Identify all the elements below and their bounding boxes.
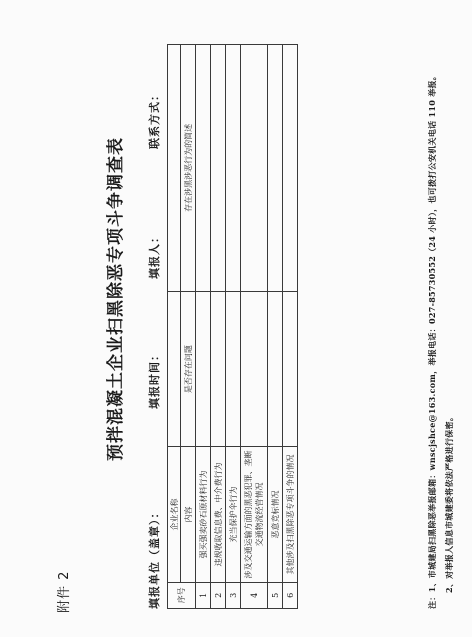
row-answer-cell[interactable]: [196, 291, 211, 447]
row-description-cell[interactable]: [226, 45, 241, 292]
row-answer-cell[interactable]: [226, 291, 241, 447]
row-number: 1: [196, 582, 211, 608]
header-number: 序号: [168, 582, 196, 608]
footnote-2: 2、对举报人信息市城建委将依法严格进行保密。: [444, 412, 454, 593]
document-title: 预拌混凝土企业扫黑除恶专项斗争调查表: [106, 137, 126, 461]
company-name-cell-1: [168, 291, 181, 447]
header-company-name: 企业名称: [168, 447, 181, 582]
header-content: 内容: [181, 447, 196, 582]
row-number: 5: [268, 582, 283, 608]
row-description-cell[interactable]: [268, 45, 283, 292]
row-description-cell[interactable]: [211, 45, 226, 292]
row-content: 涉及交通运输方面的黑恶犯罪、垄断交通物流经营情况: [241, 447, 268, 582]
header-row-columns: [181, 45, 196, 609]
attachment-label: 附件 2: [57, 570, 72, 613]
row-answer-cell[interactable]: [268, 291, 283, 447]
row-content: 恶意竞标情况: [268, 447, 283, 582]
row-description-cell[interactable]: [196, 45, 211, 292]
row-number: 3: [226, 582, 241, 608]
row-content: 充当保护伞行为: [226, 447, 241, 582]
survey-table: [167, 44, 298, 609]
row-number: 2: [211, 582, 226, 608]
row-content: 违规收取信息费、中介费行为: [211, 447, 226, 582]
table-row: [211, 45, 226, 609]
table-row: [268, 45, 283, 609]
table-row: [241, 45, 268, 609]
row-answer-cell[interactable]: [283, 291, 298, 447]
row-content: 其他涉及扫黑除恶专项斗争的情况: [283, 447, 298, 582]
row-description-cell[interactable]: [241, 45, 268, 292]
field-reporter: 填报人：: [148, 231, 161, 279]
header-question: 是否存在问题: [181, 291, 196, 447]
header-description: 存在涉黑涉恶行为的简述: [181, 45, 196, 292]
row-number: 4: [241, 582, 268, 608]
company-name-cell-2: [168, 45, 181, 292]
header-row-company: [168, 45, 181, 609]
field-reporting-time: 填报时间：: [148, 349, 161, 409]
field-contact: 联系方式：: [148, 89, 161, 149]
row-content: 强买强卖砂石原材料行为: [196, 447, 211, 582]
field-reporting-unit: 填报单位（盖章）：: [148, 506, 161, 609]
table-row: [226, 45, 241, 609]
row-number: 6: [283, 582, 298, 608]
row-answer-cell[interactable]: [241, 291, 268, 447]
table-row: [196, 45, 211, 609]
footnote-1: 注：1、市城建局扫黑除恶举报邮箱：wnscjshce@163.com，举报电话：027-85730552（24 小时），也可拨打公安机关电话 110 举报。: [427, 71, 437, 609]
row-description-cell[interactable]: [283, 45, 298, 292]
row-answer-cell[interactable]: [211, 291, 226, 447]
table-row: [283, 45, 298, 609]
